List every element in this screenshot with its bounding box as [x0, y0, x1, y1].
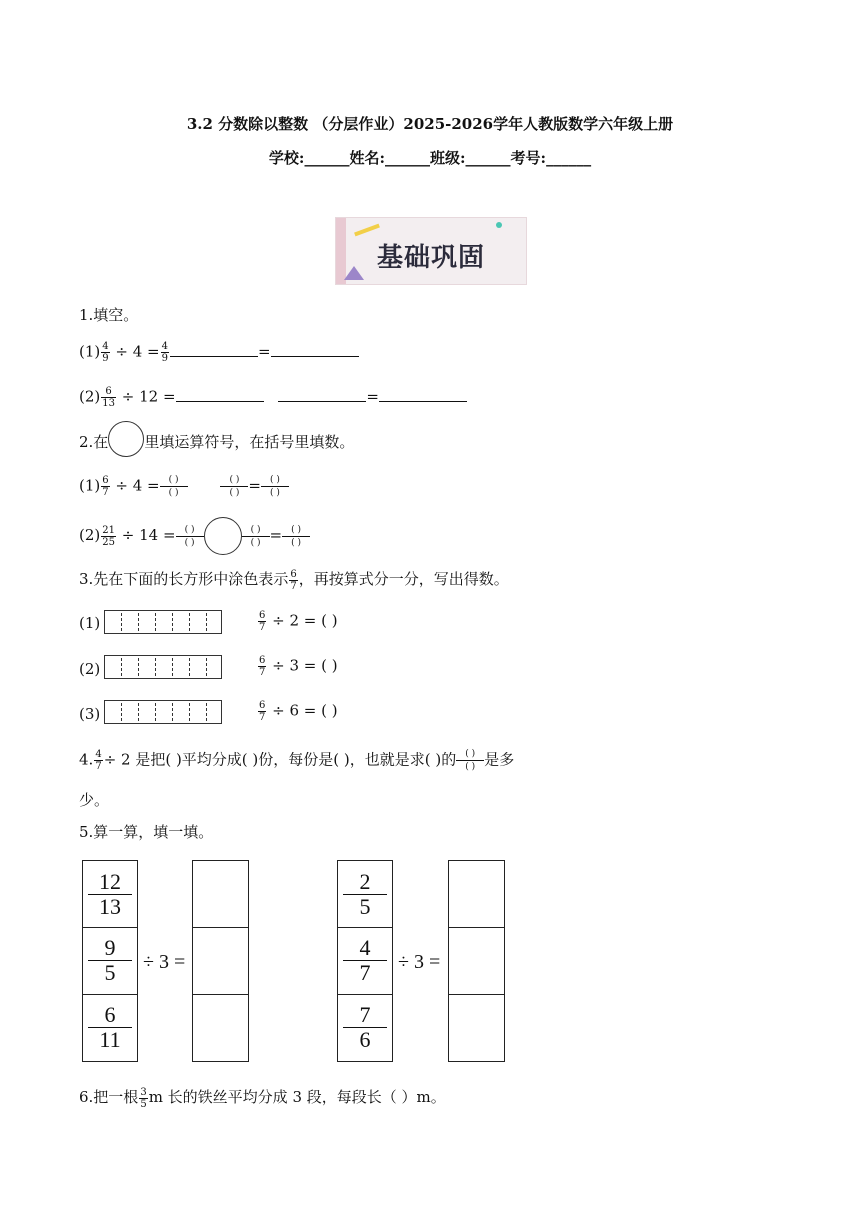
answer-fraction[interactable]: ( ) ( )	[282, 524, 310, 549]
answer-fraction[interactable]: ( ) ( )	[456, 748, 484, 773]
divide-operator: ÷ 3 =	[398, 951, 441, 973]
q1-p1-op: ÷ 4 =	[115, 342, 160, 361]
fraction: 6 11	[88, 1003, 132, 1052]
fraction: $\frac{6}{13}$	[102, 386, 115, 409]
fraction: $\frac{6}{7}$	[259, 655, 266, 678]
section-banner	[335, 217, 527, 285]
q1-heading: 1.填空。	[79, 306, 139, 324]
q3-expression: $\frac{6}{7}$ ÷ 2 = ( )	[259, 610, 338, 633]
fraction: $\frac{6}{7}$	[259, 700, 266, 723]
answer-blank[interactable]	[379, 389, 467, 402]
q1-part2: (2) $\frac{6}{13}$ ÷ 12 = =	[79, 386, 467, 409]
answer-column-right[interactable]	[448, 860, 505, 1062]
answer-blank[interactable]	[170, 344, 258, 357]
fraction: $\frac{6}{7}$	[259, 610, 266, 633]
answer-column-left[interactable]	[192, 860, 249, 1062]
q3-row-label: (1)	[79, 614, 101, 632]
operator-circle	[108, 421, 144, 457]
shading-rectangle[interactable]	[104, 655, 222, 679]
fraction: $\frac{21}{25}$	[102, 524, 115, 548]
q3-row-label: (2)	[79, 660, 101, 678]
q1-part1: (1) $\frac{4}{9}$ ÷ 4 = $\frac{4}{9}$ =	[79, 341, 359, 364]
shading-rectangle[interactable]	[104, 700, 222, 724]
shading-rectangle[interactable]	[104, 610, 222, 634]
q3-row-label: (3)	[79, 705, 101, 723]
answer-fraction[interactable]: ( ) ( )	[242, 524, 270, 549]
answer-blank[interactable]	[278, 389, 366, 402]
answer-fraction[interactable]: ( ) ( )	[176, 524, 204, 549]
operator-circle[interactable]	[204, 517, 242, 555]
q2-heading: 2.在 里填运算符号，在括号里填数。	[79, 429, 354, 457]
fraction: $\frac{6}{7}$	[290, 568, 297, 592]
fraction: $\frac{4}{7}$	[95, 749, 102, 772]
divide-operator: ÷ 3 =	[143, 951, 186, 973]
fraction: 12 13	[88, 870, 132, 919]
fraction: 7 6	[343, 1003, 387, 1052]
q2-part2: (2) $\frac{21}{25}$ ÷ 14 = ( ) ( ) ( ) ( ) = ( ) ( )	[79, 517, 310, 555]
q4-line2: 少。	[79, 791, 110, 809]
q3-expression: $\frac{6}{7}$ ÷ 6 = ( )	[259, 700, 338, 723]
q1-p1-label: (1)	[79, 342, 101, 361]
answer-fraction[interactable]: ( ) ( )	[220, 474, 248, 499]
answer-blank[interactable]	[176, 389, 264, 402]
q3-expression: $\frac{6}{7}$ ÷ 3 = ( )	[259, 655, 338, 678]
q4-line1: 4. $\frac{4}{7}$ ÷ 2 是把( )平均分成( )份，每份是( )，也就是求( )的 ( ) ( ) 是多	[79, 749, 515, 772]
page-title: 3.2 分数除以整数 （分层作业）2025-2026学年人教版数学六年级上册	[186, 115, 674, 133]
banner-title: 基础巩固	[376, 243, 485, 273]
fraction: 9 5	[88, 936, 132, 985]
answer-blank[interactable]	[271, 344, 359, 357]
fraction: 2 5	[343, 870, 387, 919]
q3-heading: 3.先在下面的长方形中涂色表示 $\frac{6}{7}$ ，再按算式分一分，写出得数。	[79, 568, 509, 592]
answer-fraction[interactable]: ( ) ( )	[261, 474, 289, 499]
fraction: 4 7	[343, 936, 387, 985]
fraction: $\frac{4}{9}$	[102, 341, 109, 364]
fraction: $\frac{6}{7}$	[102, 475, 109, 498]
q2-part1: (1) $\frac{6}{7}$ ÷ 4 = ( ) ( ) ( ) ( ) = ( ) ( )	[79, 474, 289, 499]
fraction: $\frac{4}{9}$	[161, 341, 168, 364]
answer-fraction[interactable]: ( ) ( )	[160, 474, 188, 499]
fraction: $\frac{3}{5}$	[140, 1086, 147, 1110]
q5-heading: 5.算一算，填一填。	[79, 823, 214, 841]
q6-line: 6.把一根 $\frac{3}{5}$ m 长的铁丝平均分成 3 段，每段长（ ）m。	[79, 1086, 446, 1110]
student-info-line: 学校:______姓名:______班级:______考号:______	[268, 149, 592, 167]
